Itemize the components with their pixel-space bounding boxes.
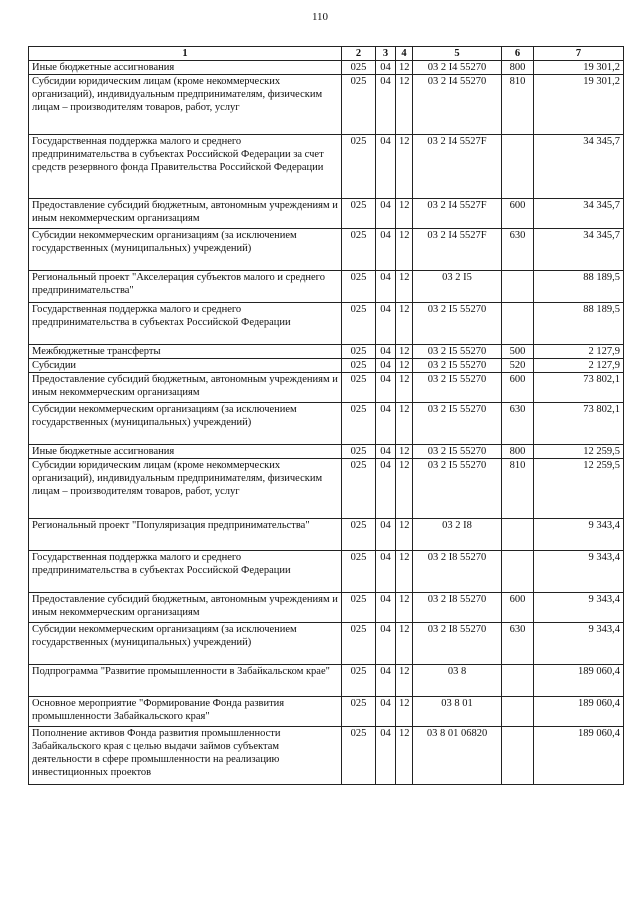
expense-type-cell — [502, 697, 534, 727]
amount-cell: 73 802,1 — [534, 373, 624, 403]
header-cell: 4 — [396, 47, 413, 61]
target-article-cell: 03 2 I5 55270 — [413, 445, 502, 459]
row-name: Иные бюджетные ассигнования — [29, 61, 342, 75]
row-name: Основное мероприятие "Формирование Фонда развития промышленности Забайкальского края" — [29, 697, 342, 727]
amount-cell: 189 060,4 — [534, 727, 624, 785]
code-cell: 04 — [376, 359, 396, 373]
code-cell: 12 — [396, 229, 413, 271]
row-name: Государственная поддержка малого и среднего предпринимательства в субъектах Российской Федерации — [29, 303, 342, 345]
expense-type-cell — [502, 727, 534, 785]
expense-type-cell: 800 — [502, 445, 534, 459]
code-cell: 025 — [342, 229, 376, 271]
code-cell: 025 — [342, 199, 376, 229]
target-article-cell: 03 2 I8 55270 — [413, 551, 502, 593]
code-cell: 04 — [376, 271, 396, 303]
target-article-cell: 03 2 I5 55270 — [413, 459, 502, 519]
code-cell: 12 — [396, 303, 413, 345]
target-article-cell: 03 8 — [413, 665, 502, 697]
code-cell: 04 — [376, 373, 396, 403]
target-article-cell: 03 2 I4 5527F — [413, 199, 502, 229]
table-row — [29, 199, 624, 229]
code-cell: 025 — [342, 623, 376, 665]
code-cell: 04 — [376, 593, 396, 623]
code-cell: 025 — [342, 135, 376, 199]
target-article-cell: 03 2 I5 55270 — [413, 373, 502, 403]
code-cell: 12 — [396, 403, 413, 445]
amount-cell: 189 060,4 — [534, 697, 624, 727]
row-name: Иные бюджетные ассигнования — [29, 445, 342, 459]
table-row — [29, 75, 624, 135]
code-cell: 04 — [376, 665, 396, 697]
code-cell: 12 — [396, 727, 413, 785]
header-cell: 3 — [376, 47, 396, 61]
expense-type-cell: 600 — [502, 199, 534, 229]
table-row — [29, 345, 624, 359]
table-row — [29, 303, 624, 345]
code-cell: 12 — [396, 697, 413, 727]
amount-cell: 88 189,5 — [534, 271, 624, 303]
code-cell: 12 — [396, 199, 413, 229]
row-name: Региональный проект "Акселерация субъектов малого и среднего предпринимательства" — [29, 271, 342, 303]
code-cell: 12 — [396, 623, 413, 665]
table-row — [29, 593, 624, 623]
target-article-cell: 03 2 I5 — [413, 271, 502, 303]
code-cell: 025 — [342, 445, 376, 459]
target-article-cell: 03 2 I8 55270 — [413, 623, 502, 665]
code-cell: 025 — [342, 665, 376, 697]
header-row — [29, 47, 624, 61]
code-cell: 04 — [376, 459, 396, 519]
code-cell: 04 — [376, 623, 396, 665]
target-article-cell: 03 2 I5 55270 — [413, 359, 502, 373]
code-cell: 12 — [396, 665, 413, 697]
code-cell: 04 — [376, 345, 396, 359]
expense-type-cell — [502, 135, 534, 199]
row-name: Пополнение активов Фонда развития промышленности Забайкальского края с целью выдачи займов субъектам деятельности в сфере промышленности на реализацию инвестиционных проектов — [29, 727, 342, 785]
amount-cell: 2 127,9 — [534, 359, 624, 373]
code-cell: 025 — [342, 459, 376, 519]
expense-type-cell — [502, 271, 534, 303]
amount-cell: 19 301,2 — [534, 61, 624, 75]
code-cell: 12 — [396, 359, 413, 373]
amount-cell: 9 343,4 — [534, 551, 624, 593]
code-cell: 025 — [342, 75, 376, 135]
code-cell: 04 — [376, 697, 396, 727]
expense-type-cell: 500 — [502, 345, 534, 359]
expense-type-cell: 630 — [502, 229, 534, 271]
table-row — [29, 665, 624, 697]
row-name: Государственная поддержка малого и среднего предпринимательства в субъектах Российской Федерации за счет средств резервного фонда Правительства Российской Федерации — [29, 135, 342, 199]
target-article-cell: 03 2 I5 55270 — [413, 345, 502, 359]
amount-cell: 12 259,5 — [534, 445, 624, 459]
code-cell: 12 — [396, 373, 413, 403]
table-row — [29, 551, 624, 593]
amount-cell: 34 345,7 — [534, 135, 624, 199]
target-article-cell: 03 2 I5 55270 — [413, 303, 502, 345]
code-cell: 04 — [376, 519, 396, 551]
row-name: Субсидии некоммерческим организациям (за исключением государственных (муниципальных) учреждений) — [29, 623, 342, 665]
target-article-cell: 03 2 I8 — [413, 519, 502, 551]
target-article-cell: 03 2 I8 55270 — [413, 593, 502, 623]
code-cell: 025 — [342, 271, 376, 303]
amount-cell: 19 301,2 — [534, 75, 624, 135]
amount-cell: 2 127,9 — [534, 345, 624, 359]
code-cell: 04 — [376, 199, 396, 229]
code-cell: 12 — [396, 519, 413, 551]
code-cell: 04 — [376, 551, 396, 593]
code-cell: 025 — [342, 303, 376, 345]
expense-type-cell: 520 — [502, 359, 534, 373]
code-cell: 04 — [376, 135, 396, 199]
budget-table — [28, 46, 624, 785]
expense-type-cell: 800 — [502, 61, 534, 75]
row-name: Предоставление субсидий бюджетным, автономным учреждениям и иным некоммерческим организациям — [29, 373, 342, 403]
table-row — [29, 727, 624, 785]
code-cell: 025 — [342, 727, 376, 785]
header-cell: 5 — [413, 47, 502, 61]
table-row — [29, 135, 624, 199]
code-cell: 12 — [396, 135, 413, 199]
code-cell: 12 — [396, 345, 413, 359]
table-row — [29, 229, 624, 271]
code-cell: 04 — [376, 75, 396, 135]
expense-type-cell — [502, 519, 534, 551]
table-body — [29, 61, 624, 785]
code-cell: 025 — [342, 519, 376, 551]
code-cell: 025 — [342, 345, 376, 359]
expense-type-cell — [502, 665, 534, 697]
header-cell: 1 — [29, 47, 342, 61]
table-row — [29, 359, 624, 373]
code-cell: 025 — [342, 697, 376, 727]
code-cell: 025 — [342, 373, 376, 403]
row-name: Субсидии юридическим лицам (кроме некоммерческих организаций), индивидуальным предпринимателям, физическим лицам – производителям товаров, работ, услуг — [29, 75, 342, 135]
target-article-cell: 03 8 01 06820 — [413, 727, 502, 785]
amount-cell: 88 189,5 — [534, 303, 624, 345]
code-cell: 04 — [376, 403, 396, 445]
code-cell: 04 — [376, 445, 396, 459]
row-name: Предоставление субсидий бюджетным, автономным учреждениям и иным некоммерческим организациям — [29, 199, 342, 229]
header-cell: 2 — [342, 47, 376, 61]
row-name: Субсидии — [29, 359, 342, 373]
row-name: Подпрограмма "Развитие промышленности в Забайкальском крае" — [29, 665, 342, 697]
target-article-cell: 03 8 01 — [413, 697, 502, 727]
expense-type-cell — [502, 551, 534, 593]
amount-cell: 73 802,1 — [534, 403, 624, 445]
row-name: Субсидии юридическим лицам (кроме некоммерческих организаций), индивидуальным предпринимателям, физическим лицам – производителям товаров, работ, услуг — [29, 459, 342, 519]
table-row — [29, 459, 624, 519]
code-cell: 025 — [342, 61, 376, 75]
target-article-cell: 03 2 I5 55270 — [413, 403, 502, 445]
expense-type-cell: 810 — [502, 75, 534, 135]
row-name: Предоставление субсидий бюджетным, автономным учреждениям и иным некоммерческим организациям — [29, 593, 342, 623]
table-row — [29, 445, 624, 459]
expense-type-cell: 630 — [502, 403, 534, 445]
expense-type-cell — [502, 303, 534, 345]
table-row — [29, 61, 624, 75]
row-name: Государственная поддержка малого и среднего предпринимательства в субъектах Российской Федерации — [29, 551, 342, 593]
table-row — [29, 697, 624, 727]
row-name: Межбюджетные трансферты — [29, 345, 342, 359]
row-name: Субсидии некоммерческим организациям (за исключением государственных (муниципальных) учреждений) — [29, 229, 342, 271]
amount-cell: 9 343,4 — [534, 593, 624, 623]
amount-cell: 9 343,4 — [534, 623, 624, 665]
expense-type-cell: 630 — [502, 623, 534, 665]
code-cell: 025 — [342, 551, 376, 593]
target-article-cell: 03 2 I4 5527F — [413, 229, 502, 271]
code-cell: 12 — [396, 445, 413, 459]
amount-cell: 12 259,5 — [534, 459, 624, 519]
code-cell: 12 — [396, 271, 413, 303]
table-row — [29, 373, 624, 403]
expense-type-cell: 600 — [502, 593, 534, 623]
amount-cell: 9 343,4 — [534, 519, 624, 551]
amount-cell: 34 345,7 — [534, 199, 624, 229]
row-name: Региональный проект "Популяризация предпринимательства" — [29, 519, 342, 551]
table-row — [29, 271, 624, 303]
code-cell: 04 — [376, 229, 396, 271]
header-cell: 6 — [502, 47, 534, 61]
code-cell: 12 — [396, 551, 413, 593]
page-number: 110 — [311, 11, 329, 23]
amount-cell: 189 060,4 — [534, 665, 624, 697]
code-cell: 12 — [396, 459, 413, 519]
code-cell: 025 — [342, 593, 376, 623]
code-cell: 04 — [376, 61, 396, 75]
table-row — [29, 519, 624, 551]
amount-cell: 34 345,7 — [534, 229, 624, 271]
expense-type-cell: 810 — [502, 459, 534, 519]
code-cell: 12 — [396, 61, 413, 75]
code-cell: 12 — [396, 75, 413, 135]
expense-type-cell: 600 — [502, 373, 534, 403]
row-name: Субсидии некоммерческим организациям (за исключением государственных (муниципальных) учреждений) — [29, 403, 342, 445]
code-cell: 12 — [396, 593, 413, 623]
table-row — [29, 403, 624, 445]
table-row — [29, 623, 624, 665]
target-article-cell: 03 2 I4 55270 — [413, 61, 502, 75]
target-article-cell: 03 2 I4 55270 — [413, 75, 502, 135]
code-cell: 025 — [342, 403, 376, 445]
header-cell: 7 — [534, 47, 624, 61]
target-article-cell: 03 2 I4 5527F — [413, 135, 502, 199]
code-cell: 04 — [376, 727, 396, 785]
code-cell: 04 — [376, 303, 396, 345]
code-cell: 025 — [342, 359, 376, 373]
